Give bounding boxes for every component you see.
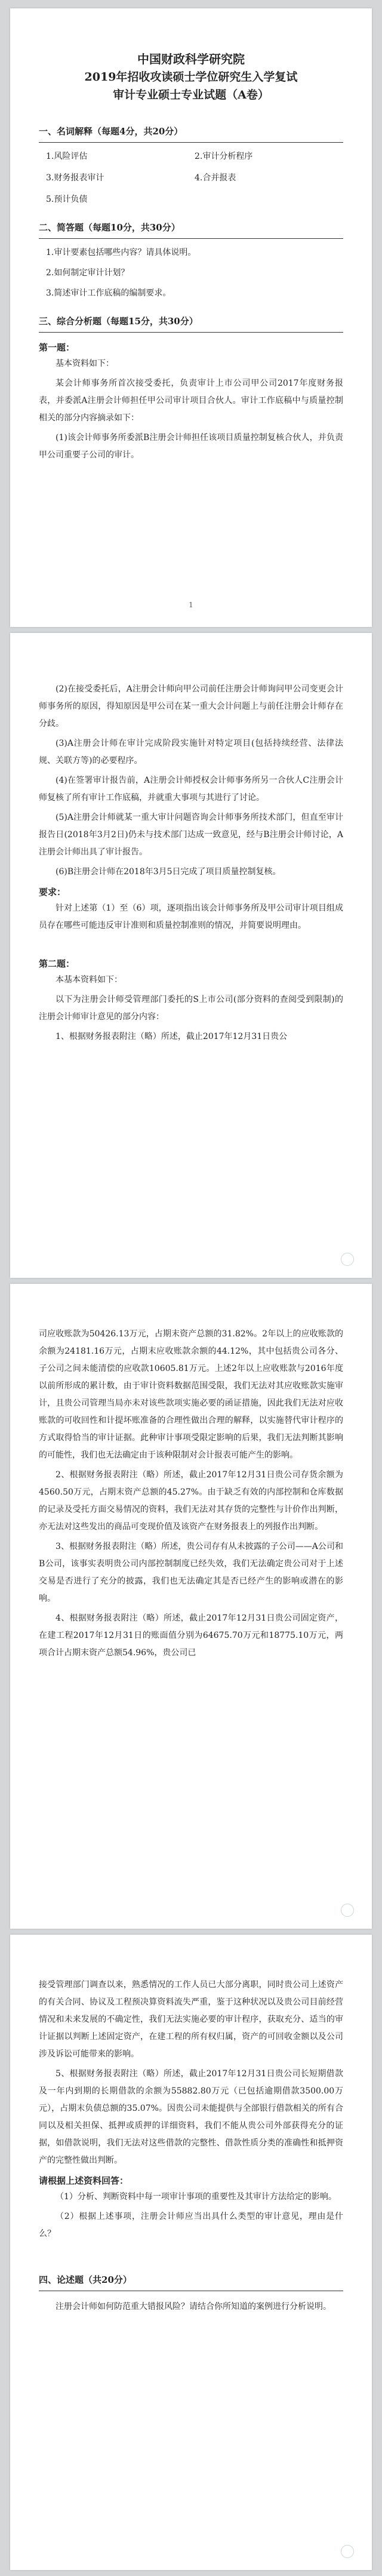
q2-para1: 以下为注册会计师受管理部门委托的S上市公司(部分资料的查阅受到限制)的注册会计师审计意见的部分内容： [39,995,343,1022]
exam-page-2 [10,633,372,1278]
section1-rule [39,142,343,143]
exam-page-4 [10,1935,372,2570]
q1-requirement: 针对上述第（1）至（6）项，逐项指出该会计师事务所及甲公司审计项目组成员存在哪些可能违反审计准则和质量控制准则的情况，并简要说明理由。 [39,903,343,930]
q2-requirement-2: （2）根据上述事项，注册会计师应当出具什么类型的审计意见，理由是什么？ [39,2212,343,2239]
q2-para2: 1、根据财务报表附注（略）所述，截止2017年12月31日贵公 [56,1032,288,1041]
exam-page-1 [10,8,372,627]
section3-rule [39,332,343,333]
section1-items [46,150,343,206]
exam-title: 2019年招收攻读硕士学位研究生入学复试 [84,70,298,84]
q1-para5: (4)在签署审计报告前，A注册会计师授权会计师事务所另一合伙人C注册会计师复核了所有审计工作底稿，并就重大事项与其进行了讨论。 [39,776,343,803]
watermark-logo [341,1253,354,1266]
term-item: 3.财务报表审计 [46,173,104,183]
q1-title: 第一题： [39,342,75,353]
paper-title: 审计专业硕士专业试题（A卷） [113,88,269,102]
q1-para4: (3)A注册会计师在审计完成阶段实施针对特定项目(包括持续经营、法律法规、关联方等)的必要程序。 [39,739,343,766]
q2-requirement-1: （1）分析、判断资料中每一项审计事项的重要性及其审计方法给定的影响。 [56,2192,337,2202]
q1-para3: (2)在接受委托后，A注册会计师向甲公司前任注册会计师询问甲公司变更会计师事务所的原因，得知原因是甲公司在某一重大会计问题上与前任注册会计师存在分歧。 [39,684,343,728]
term-item: 5.预计负债 [46,195,88,204]
q2-title: 第二题： [39,958,75,969]
q1-basic: 基本资料如下： [56,359,114,368]
q1-requirement-title: 要求： [39,887,66,897]
q2-para7: 接受管理部门调查以来，熟悉情况的工作人员已大部分离职，同时贵公司上述资产的有关合同、协议及工程预决算资料流失严重，鉴于这种状况以及贵公司目前经营情况和未来发展的不确定性，我们无法实施必要的审计程序，获取充分、适当的审计证据以判断上述固定资产，在建工程的所有权归属，资产的可回收金额以及公司涉及诉讼可能带来的影响。 [39,1980,343,2059]
q1-para7: (6)B注册会计师在2018年3月5日完成了项目质量控制复核。 [56,867,281,877]
term-item: 1.风险评估 [46,152,88,161]
q2-para8: 5、根据财务报表附注（略）所述，截止2017年12月31日贵公司长短期借款及一年内到期的长期借款的余额为55882.80万元（已包括逾期借款3500.00万元），占期末负债总额的35.07%。因贵公司未能提供与全部银行借款相关的所有合同以及相关担保、抵押或质押的详细资料，我们不能从贵公司外部获得充分的证据，如借款说明，我们无法对这些借款的完整性、借款性质分类的准确性和抵押资产的完整性做出判断。 [39,2069,343,2165]
q1-para1: 某会计师事务所首次接受委托，负责审计上市公司甲公司2017年度财务报表，并委派A注册会计师担任甲公司审计项目合伙人。审计工作底稿中与质量控制相关的部分内容摘录如下： [39,379,343,423]
institute-title: 中国财政科学研究院 [137,52,245,66]
section2-title: 二、简答题（每题10分，共30分） [39,222,180,233]
q1-para2: (1)该会计师事务所委派B注册会计师担任该项目质量控制复核合伙人，并负责甲公司重要子公司的审计。 [39,433,343,460]
question-item: 3.简述审计工作底稿的编制要求。 [46,288,171,298]
watermark-logo [341,2545,354,2558]
question-item: 2.如何制定审计计划？ [46,268,130,278]
section4-question: 注册会计师如何防范重大错报风险？请结合你所知道的案例进行分析说明。 [56,2302,331,2311]
q2-requirement-title: 请根据上述资料回答： [39,2175,129,2186]
page-number: 1 [189,601,193,609]
section2-items [46,246,343,300]
q2-basic: 本基本资料如下： [56,975,122,985]
q1-para6: (5)A注册会计师就某一重大审计问题咨询会计师事务所技术部门，但直至审计报告日(2018年3月2日)仍未与技术部门达成一致意见，经与B注册会计师讨论，A注册会计师出具了审计报告。 [39,813,343,857]
q2-para6: 4、根据财务报表附注（略）所述，截止2017年12月31日贵公司固定资产，在建工程2017年12月31日的账面值分别为64675.70万元和18775.10万元，两项合计占期末资产总额54.96%，贵公司已 [39,1613,343,1658]
exam-page-3 [10,1284,372,1929]
section4-title: 四、论述题（共20分） [39,2274,132,2285]
question-item: 1.审计要素包括哪些内容？请具体说明。 [46,248,196,257]
term-item: 4.合并报表 [195,173,236,183]
section1-title: 一、名词解释（每题4分，共20分） [39,126,183,137]
q2-para5: 3、根据财务报表附注（略）所述，贵公司存有从未披露的子公司——A公司和B公司，该事实表明贵公司内部控制制度已经失效，我们无法确定贵公司对于上述交易是否进行了充分的披露，我们也无法确定其是否已经产生的影响或潜在的影响。 [39,1542,343,1603]
watermark-logo [341,1904,354,1917]
q2-para4: 2、根据财务报表附注（略）所述，截止2017年12月31日贵公司存货余额为4560.50万元，占期末资产总额的45.27%。由于缺乏有效的内部控制和仓库数据的记录及受托方面交易情况的资料，我们无法对其存货的完整性与计价作出判断，亦无法对这些发出的商品可变现价值及该资产在财务报表上的列报作出判断。 [39,1470,343,1532]
q2-para3: 司应收账款为50426.13万元，占期末资产总额的31.82%。2年以上的应收账款的余额为24181.16万元，占期末应收账款余额的44.12%，其中包括贵公司各分、子公司之间未能清偿的应收款10605.81万元。上述2年以上应收账款与2016年度以前所形成的累计数，由于审计资料数据范围受限，我们无法对其应收账款实施审计，且贵公司管理当局亦未对该些款项实施必要的函证措施，因此我们无法对应收账款的可收回性和计提坏账准备的合理性做出合理的解释，以实施替代审计程序的方式取得恰当的审计证据。此种审计事项受限定影响的后果，我们无法判断其影响的可能性，我们也无法确定由于该种限制对会计报表可能产生的影响。 [39,1329,343,1460]
section2-rule [39,238,343,239]
term-item: 2.审计分析程序 [195,152,253,161]
section3-title: 三、综合分析题（每题15分，共30分） [39,316,198,327]
